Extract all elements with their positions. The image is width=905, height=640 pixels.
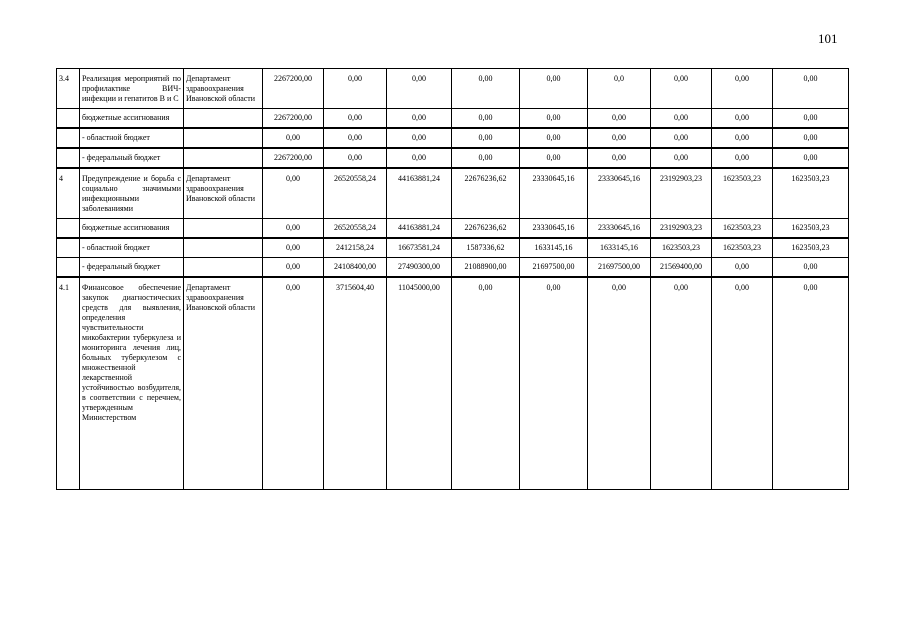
row-value: 0,00 [324,69,387,109]
row-value: 0,00 [263,168,324,219]
row-responsible [184,219,263,239]
table-row [57,277,849,490]
row-value: 0,00 [773,109,849,129]
row-value: 0,00 [588,277,651,490]
row-value: 0,00 [588,148,651,168]
row-value: 1623503,23 [773,219,849,239]
row-value: 0,00 [651,69,712,109]
row-value: 0,00 [324,148,387,168]
row-value: 1633145,16 [520,238,588,258]
row-name: Реализация мероприятий по профилактике ВИЧ-инфекции и гепатитов В и С [80,69,184,109]
row-value: 0,00 [773,69,849,109]
row-value: 23192903,23 [651,219,712,239]
table-row [57,219,849,239]
row-value: 0,00 [651,148,712,168]
row-number [57,128,80,148]
row-number [57,238,80,258]
row-value: 0,00 [712,258,773,278]
row-value: 0,00 [773,258,849,278]
row-value: 26520558,24 [324,219,387,239]
row-value: 0,00 [588,128,651,148]
row-value: 1623503,23 [773,238,849,258]
table-row [57,168,849,219]
row-number [57,148,80,168]
row-value: 0,00 [712,109,773,129]
row-value: 24108400,00 [324,258,387,278]
row-value: 0,00 [263,277,324,490]
table-row [57,109,849,129]
row-value: 0,00 [324,109,387,129]
row-number [57,258,80,278]
row-value: 0,00 [712,128,773,148]
row-value: 0,00 [712,69,773,109]
row-value: 26520558,24 [324,168,387,219]
row-value: 23330645,16 [520,219,588,239]
row-value: 1587336,62 [452,238,520,258]
row-value: 0,00 [651,109,712,129]
row-value: 0,00 [387,69,452,109]
row-value: 23330645,16 [588,219,651,239]
row-responsible [184,109,263,129]
row-value: 0,00 [520,128,588,148]
row-value: 0,00 [263,238,324,258]
row-name: - областной бюджет [80,128,184,148]
row-responsible [184,258,263,278]
row-responsible [184,238,263,258]
row-value: 0,00 [387,128,452,148]
table-row [57,148,849,168]
row-value: 0,00 [773,148,849,168]
row-value: 0,00 [387,109,452,129]
row-name: Предупреждение и борьба с социально значимыми инфекционными заболеваниями [80,168,184,219]
table-row [57,69,849,109]
row-value: 21697500,00 [520,258,588,278]
row-value: 0,00 [387,148,452,168]
row-value: 0,00 [263,128,324,148]
row-value: 1623503,23 [712,219,773,239]
row-value: 2267200,00 [263,109,324,129]
row-value: 22676236,62 [452,219,520,239]
row-value: 1623503,23 [651,238,712,258]
row-value: 16673581,24 [387,238,452,258]
row-responsible: Департамент здравоохранения Ивановской области [184,168,263,219]
row-name: бюджетные ассигнования [80,219,184,239]
row-number [57,109,80,129]
row-value: 0,00 [263,258,324,278]
row-responsible: Департамент здравоохранения Ивановской области [184,277,263,490]
row-value: 11045000,00 [387,277,452,490]
row-value: 1633145,16 [588,238,651,258]
row-value: 0,00 [773,128,849,148]
row-value: 21569400,00 [651,258,712,278]
row-value: 0,00 [452,277,520,490]
row-value: 44163881,24 [387,219,452,239]
row-value: 27490300,00 [387,258,452,278]
row-name: - федеральный бюджет [80,148,184,168]
row-value: 0,00 [452,148,520,168]
table-row [57,238,849,258]
row-responsible [184,148,263,168]
row-value: 0,00 [773,277,849,490]
table-row [57,128,849,148]
row-value: 0,00 [520,69,588,109]
row-value: 0,00 [452,69,520,109]
row-value: 23192903,23 [651,168,712,219]
row-number: 4.1 [57,277,80,490]
row-value: 0,0 [588,69,651,109]
table-row [57,258,849,278]
row-value: 0,00 [712,277,773,490]
row-value: 0,00 [263,219,324,239]
page-number: 101 [818,31,838,46]
row-value: 1623503,23 [712,168,773,219]
row-value: 2412158,24 [324,238,387,258]
row-value: 2267200,00 [263,148,324,168]
row-name: - областной бюджет [80,238,184,258]
row-value: 22676236,62 [452,168,520,219]
row-name: Финансовое обеспечение закупок диагностических средств для выявления, определения чувствительности микобактерии туберкулеза и мониторинга лечения лиц, больных туберкулезом с множественной лекарственной устойчивостью возбудителя, в соответствии с перечнем, утвержденным Министерством [80,277,184,490]
row-value: 1623503,23 [712,238,773,258]
row-value: 0,00 [520,109,588,129]
row-value: 21697500,00 [588,258,651,278]
row-value: 23330645,16 [520,168,588,219]
row-number [57,219,80,239]
row-value: 0,00 [452,109,520,129]
row-value: 2267200,00 [263,69,324,109]
row-value: 0,00 [588,109,651,129]
row-value: 0,00 [452,128,520,148]
row-responsible [184,128,263,148]
row-number: 4 [57,168,80,219]
row-name: бюджетные ассигнования [80,109,184,129]
row-value: 0,00 [520,148,588,168]
row-responsible: Департамент здравоохранения Ивановской области [184,69,263,109]
row-value: 44163881,24 [387,168,452,219]
row-value: 3715604,40 [324,277,387,490]
row-value: 1623503,23 [773,168,849,219]
row-value: 0,00 [712,148,773,168]
row-value: 21088900,00 [452,258,520,278]
row-value: 0,00 [651,128,712,148]
row-value: 0,00 [520,277,588,490]
row-number: 3.4 [57,69,80,109]
row-value: 0,00 [651,277,712,490]
row-value: 0,00 [324,128,387,148]
budget-table [56,68,849,490]
row-value: 23330645,16 [588,168,651,219]
row-name: - федеральный бюджет [80,258,184,278]
